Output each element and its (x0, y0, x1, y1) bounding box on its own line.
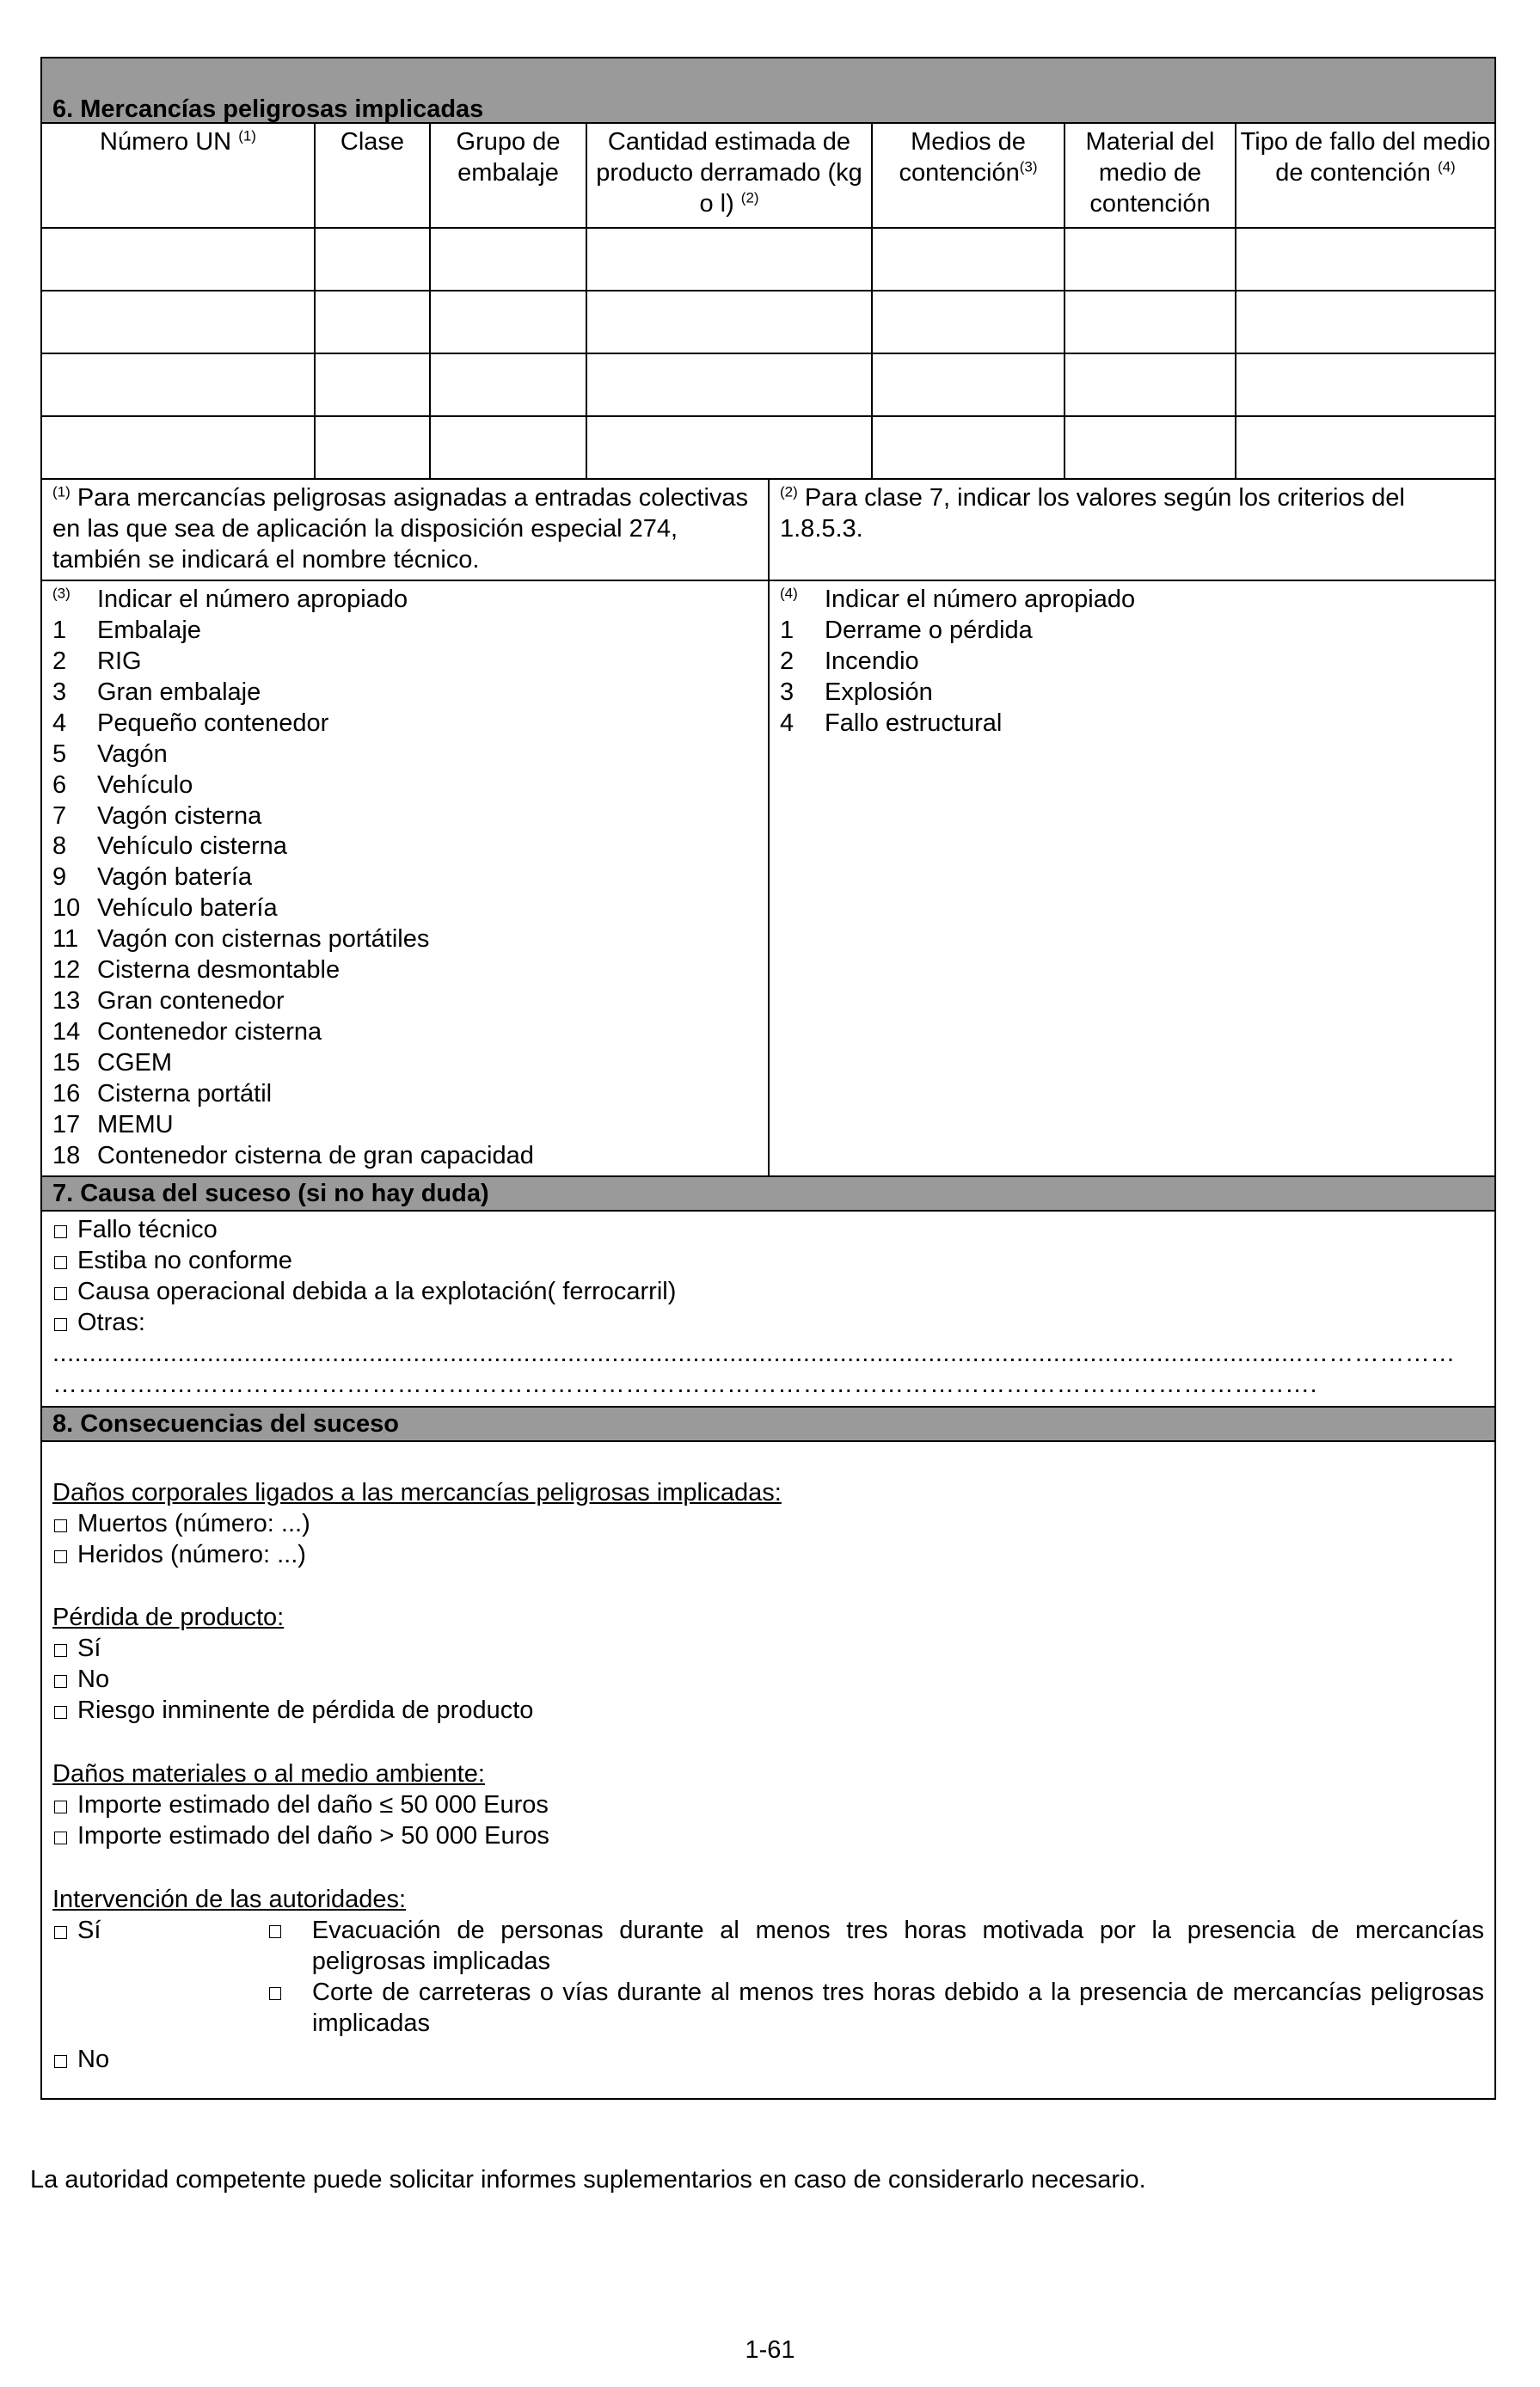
cause-option-technical[interactable]: Fallo técnico (52, 1215, 1484, 1246)
list-item-number: 7 (52, 801, 67, 830)
authority-yes-col (52, 1916, 267, 2040)
product-loss-no[interactable]: No (52, 1665, 1484, 1696)
list-item-label: MEMU (97, 1111, 174, 1139)
section-6-title-text: 6. Mercancías peligrosas implicadas (52, 95, 484, 123)
table-cell[interactable] (430, 291, 586, 353)
table-cell[interactable] (315, 291, 430, 353)
section-7-title: 7. Causa del suceso (si no hay duda) (42, 1177, 1494, 1212)
table-cell[interactable] (1236, 353, 1494, 416)
table-cell[interactable] (315, 353, 430, 416)
authority-options (52, 1916, 1484, 2040)
spacer (52, 1727, 1484, 1759)
list-item-label: Gran contenedor (97, 987, 285, 1016)
list-item (52, 986, 758, 1017)
table-cell[interactable] (586, 291, 872, 353)
cause-option-stowage[interactable]: Estiba no conforme (52, 1246, 1484, 1277)
product-loss-imminent[interactable]: Riesgo inminente de pérdida de producto (52, 1696, 1484, 1727)
list-item (52, 709, 758, 739)
list-item-label: Incendio (825, 647, 919, 675)
spacer (52, 1852, 1484, 1885)
authority-yes[interactable]: Sí (52, 1916, 267, 1947)
checkbox-icon[interactable] (54, 1550, 67, 1563)
list-item (52, 801, 758, 832)
list-item-label: Cisterna portátil (97, 1080, 273, 1108)
table-cell[interactable] (430, 416, 586, 479)
list-item-number: 8 (52, 832, 67, 861)
authority-evacuation[interactable]: Evacuación de personas durante al menos tres horas motivada por la presencia de mercancías peligrosas implicadas (267, 1916, 1484, 1978)
table-cell[interactable] (1065, 291, 1236, 353)
table-cell[interactable] (1065, 416, 1236, 479)
list-item (52, 924, 758, 955)
list-item: $^{(4)}$ Indicar el número apropiado (780, 585, 1136, 613)
note-2: $^{(2)}$ Para clase 7, indicar los valores según los criterios del 1.8.5.3. (780, 483, 1405, 543)
table-cell[interactable] (42, 353, 315, 416)
list-item-label: Vagón cisterna (97, 801, 262, 830)
table-row (42, 353, 1494, 416)
list-item-number: 4 (780, 709, 795, 737)
list-item-number: 6 (52, 770, 67, 799)
list-item (52, 831, 758, 862)
table-cell[interactable] (872, 291, 1065, 353)
product-loss-yes[interactable]: Sí (52, 1634, 1484, 1665)
list-item-label: Contenedor cisterna (97, 1018, 322, 1046)
list-item-label: Vehículo cisterna (97, 832, 287, 861)
checkbox-icon[interactable] (269, 1925, 281, 1938)
injuries-title: Daños corporales ligados a las mercancías peligrosas implicadas: (52, 1478, 782, 1506)
list-item-number: 13 (52, 987, 81, 1016)
table-cell[interactable] (315, 228, 430, 291)
table-cell[interactable] (1236, 416, 1494, 479)
list-item (52, 1079, 758, 1110)
header-packing-group: Grupo de embalaje (430, 124, 586, 228)
authority-sub-options (267, 1916, 1484, 2040)
table-cell[interactable] (1065, 228, 1236, 291)
checkbox-icon[interactable] (54, 1801, 67, 1813)
list-item-number: 9 (52, 863, 67, 892)
list-item (52, 862, 758, 893)
checkbox-icon[interactable] (54, 1926, 67, 1939)
table-cell[interactable] (586, 228, 872, 291)
list-item-label: RIG (97, 647, 142, 675)
table-cell[interactable] (586, 416, 872, 479)
failure-options-list (780, 616, 1484, 739)
injuries-deaths[interactable]: Muertos (número: ...) (52, 1509, 1484, 1540)
checkbox-icon[interactable] (54, 1287, 67, 1300)
table-row (42, 416, 1494, 479)
authority-road-closure[interactable]: Corte de carreteras o vías durante al menos tres horas debido a la presencia de mercancías peligrosas implicadas (267, 1978, 1484, 2040)
list-item-number: 16 (52, 1080, 81, 1108)
list-item (52, 893, 758, 924)
checkbox-icon[interactable] (54, 1225, 67, 1238)
table-cell[interactable] (430, 353, 586, 416)
list-item-label: Explosión (825, 678, 933, 706)
accident-report-form (40, 57, 1496, 2100)
checkbox-icon[interactable] (54, 1318, 67, 1331)
list-item (52, 770, 758, 801)
note-3-containment-list (42, 581, 770, 1175)
list-item-label: Vehículo batería (97, 894, 278, 923)
section-8-body (42, 1442, 1494, 2098)
table-cell[interactable] (42, 416, 315, 479)
damage-under-50000[interactable]: Importe estimado del daño ≤ 50 000 Euros (52, 1790, 1484, 1821)
authority-title: Intervención de las autoridades: (52, 1886, 407, 1914)
header-un-number: Número UN $^{(1)}$ (42, 124, 315, 228)
list-item (780, 709, 1484, 739)
list-item-label: Vehículo (97, 770, 193, 799)
notes-row-1 (42, 480, 1494, 581)
list-item-label: Cisterna desmontable (97, 956, 341, 985)
checkbox-icon[interactable] (54, 2055, 67, 2068)
list-item-number: 14 (52, 1018, 81, 1046)
list-item-number: 2 (52, 647, 67, 675)
header-class: Clase (315, 124, 430, 228)
table-row (42, 228, 1494, 291)
list-item-number: 15 (52, 1049, 81, 1077)
header-containment-means: Medios de contención$^{(3)}$ (872, 124, 1065, 228)
list-item-number: 17 (52, 1111, 81, 1139)
table-cell[interactable] (872, 353, 1065, 416)
list-item (52, 678, 758, 709)
list-item (52, 1110, 758, 1141)
injuries-wounded[interactable]: Heridos (número: ...) (52, 1540, 1484, 1571)
list-item (780, 678, 1484, 709)
product-loss-title: Pérdida de producto: (52, 1604, 285, 1632)
list-item-number: 12 (52, 956, 81, 985)
goods-table-header-row (42, 124, 1494, 228)
list-item-label: Vagón batería (97, 863, 253, 892)
list-item (52, 1017, 758, 1048)
checkbox-icon[interactable] (54, 1519, 67, 1532)
authority-no[interactable]: No (52, 2045, 1484, 2076)
list-item-label: Derrame o pérdida (825, 616, 1033, 644)
checkbox-icon[interactable] (54, 1706, 67, 1719)
list-item-label: Vagón con cisternas portátiles (97, 925, 430, 954)
list-item-label: Vagón (97, 739, 168, 768)
notes-row-2 (42, 581, 1494, 1177)
page-number: 1-61 (745, 2336, 795, 2364)
list-item-number: 1 (780, 616, 795, 644)
cause-option-other[interactable]: Otras: (52, 1308, 1484, 1339)
list-item (52, 1048, 758, 1079)
list-item-label: Fallo estructural (825, 709, 1003, 737)
list-item (52, 616, 758, 647)
note-4-failure-list (770, 581, 1494, 1175)
other-cause-line-1[interactable]: ..........................................................................................................................................................................……………… (52, 1339, 1456, 1367)
list-item (52, 647, 758, 678)
table-cell[interactable] (42, 228, 315, 291)
list-item-number: 4 (52, 709, 67, 737)
table-cell[interactable] (1065, 353, 1236, 416)
checkbox-icon[interactable] (54, 1832, 67, 1844)
list-item (780, 616, 1484, 647)
damage-over-50000[interactable]: Importe estimado del daño > 50 000 Euros (52, 1821, 1484, 1852)
table-row (42, 291, 1494, 353)
section-6-title (42, 58, 1494, 124)
spacer (52, 1445, 1484, 1478)
dangerous-goods-table (42, 124, 1494, 480)
table-cell[interactable] (430, 228, 586, 291)
list-item-number: 3 (52, 678, 67, 706)
checkbox-icon[interactable] (54, 1675, 67, 1688)
footer-note: La autoridad competente puede solicitar informes suplementarios en caso de considerarlo necesario. (30, 2166, 1146, 2194)
table-cell[interactable] (315, 416, 430, 479)
list-item-number: 5 (52, 739, 67, 768)
damage-title: Daños materiales o al medio ambiente: (52, 1760, 485, 1789)
header-estimated-quantity: Cantidad estimada de producto derramado (kg o l) $^{(2)}$ (586, 124, 872, 228)
checkbox-icon[interactable] (269, 1987, 281, 2000)
table-cell[interactable] (1236, 291, 1494, 353)
section-8-title: 8. Consecuencias del suceso (42, 1406, 1494, 1442)
table-cell[interactable] (872, 416, 1065, 479)
list-item (52, 1141, 758, 1172)
table-cell[interactable] (1236, 228, 1494, 291)
checkbox-icon[interactable] (54, 1644, 67, 1657)
checkbox-icon[interactable] (54, 1256, 67, 1269)
list-item-number: 3 (780, 678, 795, 706)
list-item-label: Gran embalaje (97, 678, 261, 706)
other-cause-line-2[interactable]: …………..………………………………………………………………………………………………………………………. (52, 1370, 1318, 1398)
list-item-number: 1 (52, 616, 67, 644)
table-cell[interactable] (586, 353, 872, 416)
table-cell[interactable] (42, 291, 315, 353)
list-item-label: Pequeño contenedor (97, 709, 329, 737)
note-1: $^{(1)}$ Para mercancías peligrosas asignadas a entradas colectivas en las que sea de aplicación la disposición especial 274, también se indicará el nombre técnico. (42, 480, 770, 580)
list-item (52, 955, 758, 986)
list-item-number: 10 (52, 894, 81, 923)
header-failure-type: Tipo de fallo del medio de contención $^{(4)}$ (1236, 124, 1494, 228)
cause-option-operational[interactable]: Causa operacional debida a la explotación( ferrocarril) (52, 1277, 1484, 1308)
table-cell[interactable] (872, 228, 1065, 291)
list-item (52, 739, 758, 770)
section-7-body (42, 1212, 1494, 1406)
list-item-label: Contenedor cisterna de gran capacidad (97, 1142, 534, 1170)
list-item-label: Embalaje (97, 616, 201, 644)
list-item-label: CGEM (97, 1049, 172, 1077)
header-containment-material: Material del medio de contención (1065, 124, 1236, 228)
list-item-number: 18 (52, 1142, 81, 1170)
spacer (52, 1570, 1484, 1603)
list-item-number: 11 (52, 925, 79, 954)
list-item: $^{(3)}$ Indicar el número apropiado (52, 585, 408, 613)
containment-options-list (52, 616, 758, 1172)
list-item-number: 2 (780, 647, 795, 675)
list-item (780, 647, 1484, 678)
